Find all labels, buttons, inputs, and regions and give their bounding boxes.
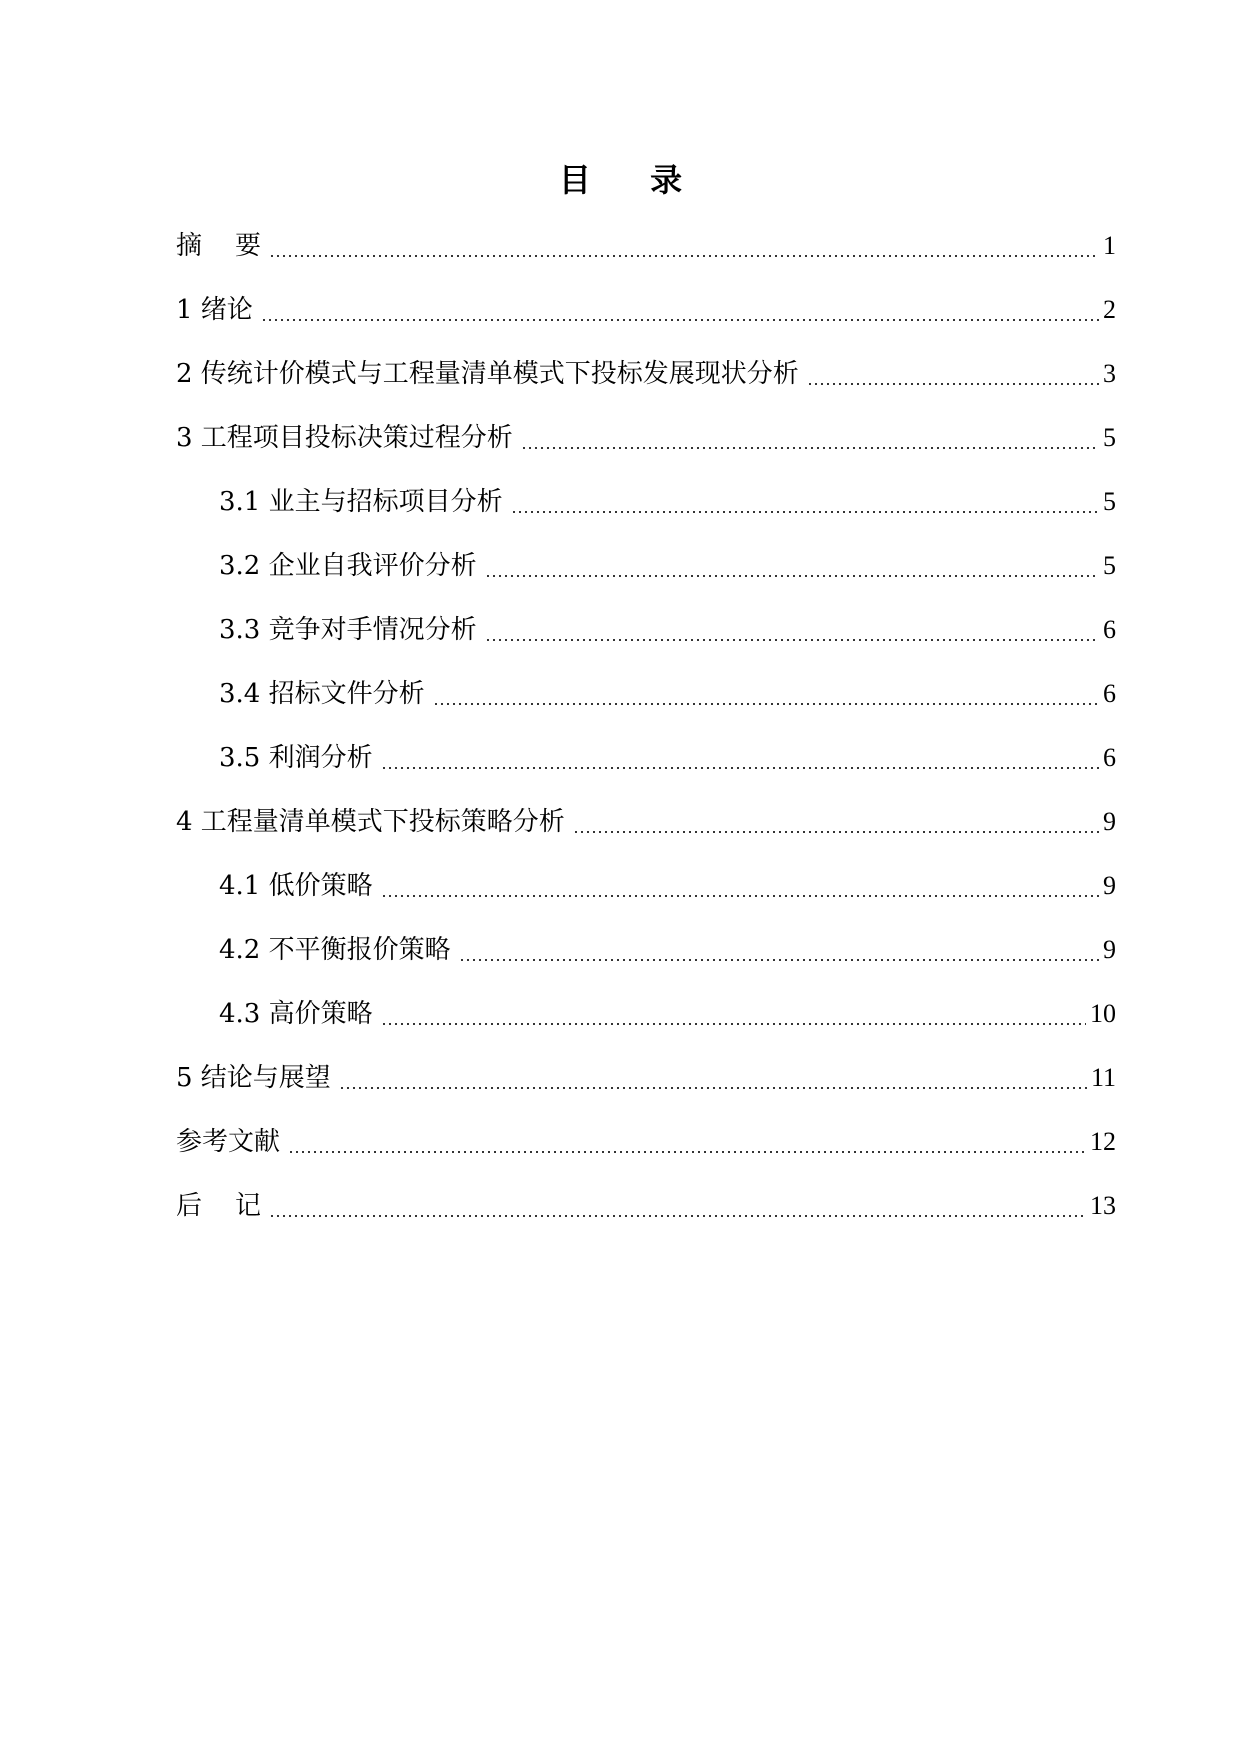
toc-entry-label: 4 工程量清单模式下投标策略分析: [176, 807, 565, 837]
toc-page-number: 12: [1090, 1127, 1116, 1156]
toc-entry-label: 参考文献: [176, 1127, 281, 1157]
toc-page-number: 5: [1103, 551, 1116, 580]
toc-page-number: 9: [1103, 935, 1116, 964]
toc-dot-leader: [381, 1023, 1086, 1025]
toc-entry-section-3-2[interactable]: [219, 546, 1116, 586]
toc-entry-section-4-3[interactable]: [219, 994, 1116, 1034]
toc-dot-leader: [807, 383, 1099, 385]
toc-entry-section-4-2[interactable]: [219, 930, 1116, 970]
toc-entry-label: 5 结论与展望: [176, 1063, 331, 1093]
toc-entry-section-4-1[interactable]: [219, 866, 1116, 906]
toc-page-number: 9: [1103, 871, 1116, 900]
toc-dot-leader: [288, 1151, 1086, 1153]
toc-entry-references[interactable]: [176, 1122, 1116, 1162]
toc-page-number: 5: [1103, 487, 1116, 516]
toc-entry-chapter-5[interactable]: [176, 1058, 1116, 1098]
toc-title: 目 录: [558, 161, 707, 199]
toc-page-number: 10: [1090, 999, 1116, 1028]
toc-entry-postscript[interactable]: [176, 1186, 1116, 1226]
toc-entry-chapter-2[interactable]: [176, 354, 1116, 394]
toc-entry-section-3-5[interactable]: [219, 738, 1116, 778]
toc-entry-chapter-4[interactable]: [176, 802, 1116, 842]
toc-page-number: 11: [1090, 1063, 1116, 1092]
toc-entry-chapter-3[interactable]: [176, 418, 1116, 458]
toc-dot-leader: [261, 319, 1099, 321]
toc-page-number: 6: [1103, 743, 1116, 772]
toc-entry-label: 后 记: [176, 1191, 262, 1221]
toc-page-number: 13: [1090, 1191, 1116, 1220]
toc-page-number: 3: [1103, 359, 1116, 388]
toc-entry-label: 摘 要: [176, 231, 262, 261]
toc-dot-leader: [269, 255, 1099, 257]
toc-entry-label: 2 传统计价模式与工程量清单模式下投标发展现状分析: [176, 359, 799, 389]
toc-entry-label: 3 工程项目投标决策过程分析: [176, 423, 513, 453]
toc-dot-leader: [269, 1215, 1086, 1217]
toc-dot-leader: [433, 703, 1099, 705]
toc-page-number: 6: [1103, 679, 1116, 708]
toc-dot-leader: [485, 575, 1099, 577]
toc-dot-leader: [573, 831, 1099, 833]
toc-entry-label: 3.1 业主与招标项目分析: [219, 487, 503, 517]
toc-dot-leader: [521, 447, 1099, 449]
toc-page-number: 9: [1103, 807, 1116, 836]
toc-entry-label: 1 绪论: [176, 295, 253, 325]
toc-entry-label: 3.4 招标文件分析: [219, 679, 425, 709]
toc-entry-abstract[interactable]: [176, 226, 1116, 266]
toc-entry-section-3-1[interactable]: [219, 482, 1116, 522]
toc-dot-leader: [485, 639, 1099, 641]
toc-dot-leader: [511, 511, 1099, 513]
toc-dot-leader: [459, 959, 1099, 961]
toc-entry-section-3-4[interactable]: [219, 674, 1116, 714]
toc-entry-label: 3.2 企业自我评价分析: [219, 551, 477, 581]
toc-page-number: 2: [1103, 295, 1116, 324]
toc-entry-label: 4.2 不平衡报价策略: [219, 935, 451, 965]
toc-entry-label: 3.5 利润分析: [219, 743, 373, 773]
toc-page-number: 6: [1103, 615, 1116, 644]
toc-entry-introduction[interactable]: [176, 290, 1116, 330]
toc-entry-label: 4.1 低价策略: [219, 871, 373, 901]
toc-page-number: 5: [1103, 423, 1116, 452]
toc-dot-leader: [381, 767, 1099, 769]
toc-entry-label: 4.3 高价策略: [219, 999, 373, 1029]
toc-dot-leader: [381, 895, 1099, 897]
toc-dot-leader: [339, 1087, 1087, 1089]
toc-page-number: 1: [1103, 231, 1116, 260]
toc-entry-section-3-3[interactable]: [219, 610, 1116, 650]
toc-entry-label: 3.3 竞争对手情况分析: [219, 615, 477, 645]
